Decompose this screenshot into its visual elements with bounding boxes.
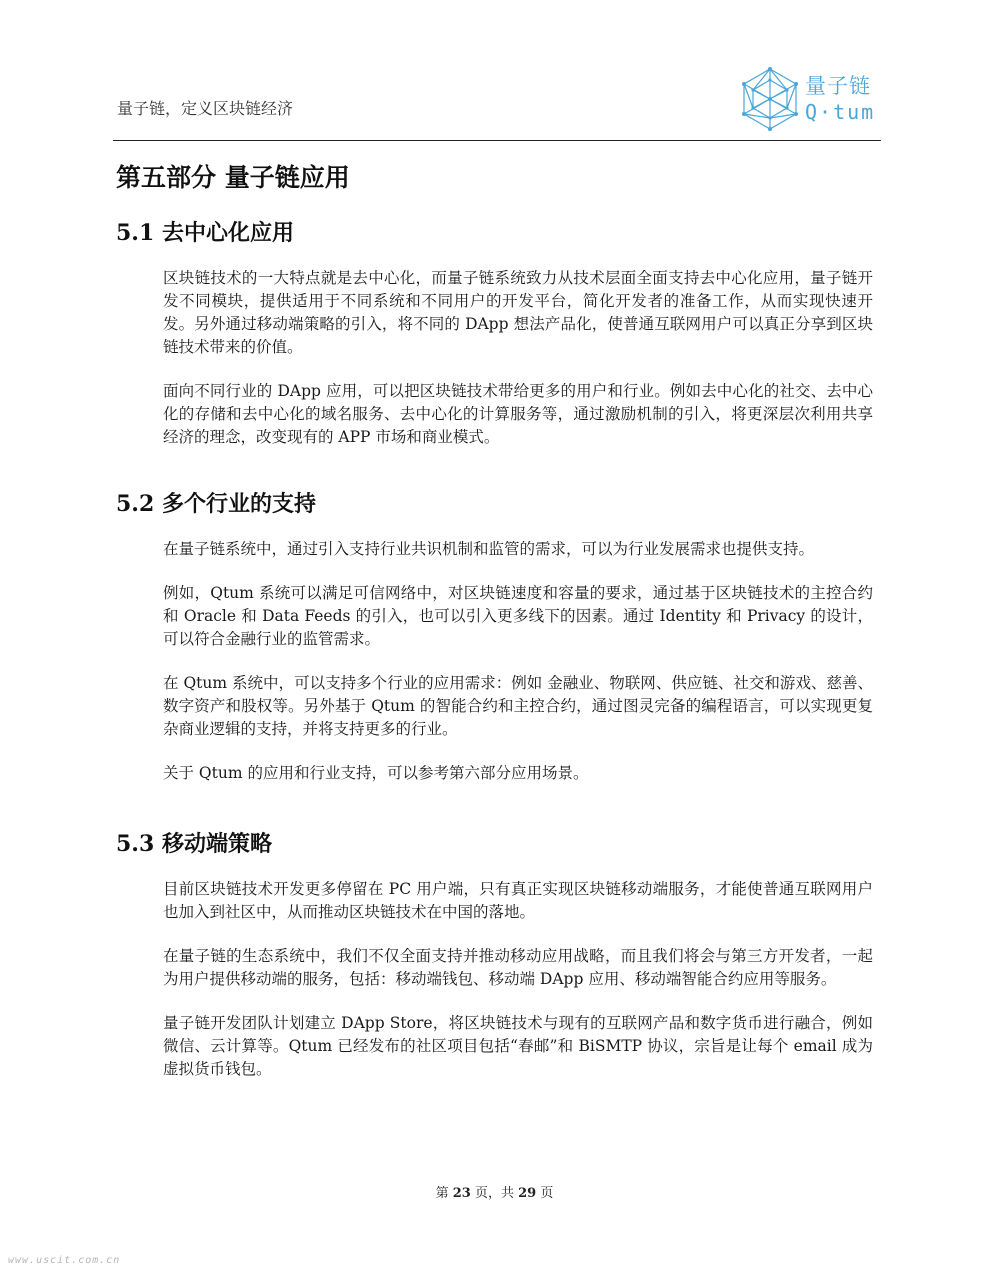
total-page-count: 29 (518, 1186, 537, 1201)
paragraph: 在量子链系统中，通过引入支持行业共识机制和监管的需求，可以为行业发展需求也提供支持。 (163, 540, 815, 558)
section-5-1 (116, 218, 876, 449)
section-title: 多个行业的支持 (161, 492, 316, 517)
footer-prefix: 第 (435, 1186, 453, 1201)
document-body (116, 160, 876, 1102)
section-title: 去中心化应用 (161, 221, 294, 246)
logo-english-name: Q·tum (805, 100, 876, 124)
page-number-footer (0, 1182, 989, 1201)
section-number: 5.1 (116, 220, 155, 246)
header-title: 量子链，定义区块链经济 (117, 99, 294, 118)
qtum-network-icon (737, 66, 803, 132)
paragraph: 关于 Qtum 的应用和行业支持，可以参考第六部分应用场景。 (163, 764, 589, 782)
paragraph: 区块链技术的一大特点就是去中心化，而量子链系统致力从技术层面全面支持去中心化应用，量子链开发不同模块，提供适用于不同系统和不同用户的开发平台，简化开发者的准备工作，从而实现快速开发。另外通过移动端策略的引入，将不同的 DApp 想法产品化，使普通互联网用户可以真正分享到区块链技术带来的价值。 (163, 269, 873, 356)
qtum-logo (737, 66, 876, 132)
section-number: 5.3 (116, 831, 155, 857)
paragraph: 量子链开发团队计划建立 DApp Store，将区块链技术与现有的互联网产品和数字货币进行融合，例如微信、云计算等。Qtum 已经发布的社区项目包括“春邮”和 BiSMTP 协议，宗旨是让每个 email 成为虚拟货币钱包。 (163, 1014, 873, 1078)
current-page-number: 23 (452, 1186, 471, 1201)
section-5-3 (116, 829, 876, 1081)
footer-middle: 页，共 (470, 1186, 519, 1201)
paragraph: 例如，Qtum 系统可以满足可信网络中，对区块链速度和容量的要求，通过基于区块链技术的主控合约和 Oracle 和 Data Feeds 的引入，也可以引入更多线下的因素。通过 Identity 和 Privacy 的设计，可以符合金融行业的监管需求。 (163, 584, 873, 648)
section-title: 移动端策略 (161, 832, 272, 857)
paragraph: 在 Qtum 系统中，可以支持多个行业的应用需求：例如 金融业、物联网、供应链、社交和游戏、慈善、数字资产和股权等。另外基于 Qtum 的智能合约和主控合约，通过图灵完备的编程语言，可以实现更复杂商业逻辑的支持，并将支持更多的行业。 (163, 674, 873, 738)
footer-suffix: 页 (536, 1186, 554, 1201)
logo-chinese-name: 量子链 (805, 74, 871, 98)
section-heading (116, 489, 876, 520)
section-heading (116, 218, 876, 249)
paragraph: 目前区块链技术开发更多停留在 PC 用户端，只有真正实现区块链移动端服务，才能使普通互联网用户也加入到社区中，从而推动区块链技术在中国的落地。 (163, 880, 873, 921)
part-title: 第五部分 量子链应用 (116, 163, 350, 192)
paragraph: 在量子链的生态系统中，我们不仅全面支持并推动移动应用战略，而且我们将会与第三方开发者，一起为用户提供移动端的服务，包括：移动端钱包、移动端 DApp 应用、移动端智能合约应用等服务。 (163, 947, 873, 988)
site-watermark: www.uscit.com.cn (8, 1255, 121, 1266)
section-5-2 (116, 489, 876, 785)
section-heading (116, 829, 876, 860)
header-divider (113, 140, 881, 141)
paragraph: 面向不同行业的 DApp 应用，可以把区块链技术带给更多的用户和行业。例如去中心化的社交、去中心化的存储和去中心化的域名服务、去中心化的计算服务等，通过激励机制的引入，将更深层次利用共享经济的理念，改变现有的 APP 市场和商业模式。 (163, 382, 873, 446)
section-number: 5.2 (116, 491, 155, 517)
